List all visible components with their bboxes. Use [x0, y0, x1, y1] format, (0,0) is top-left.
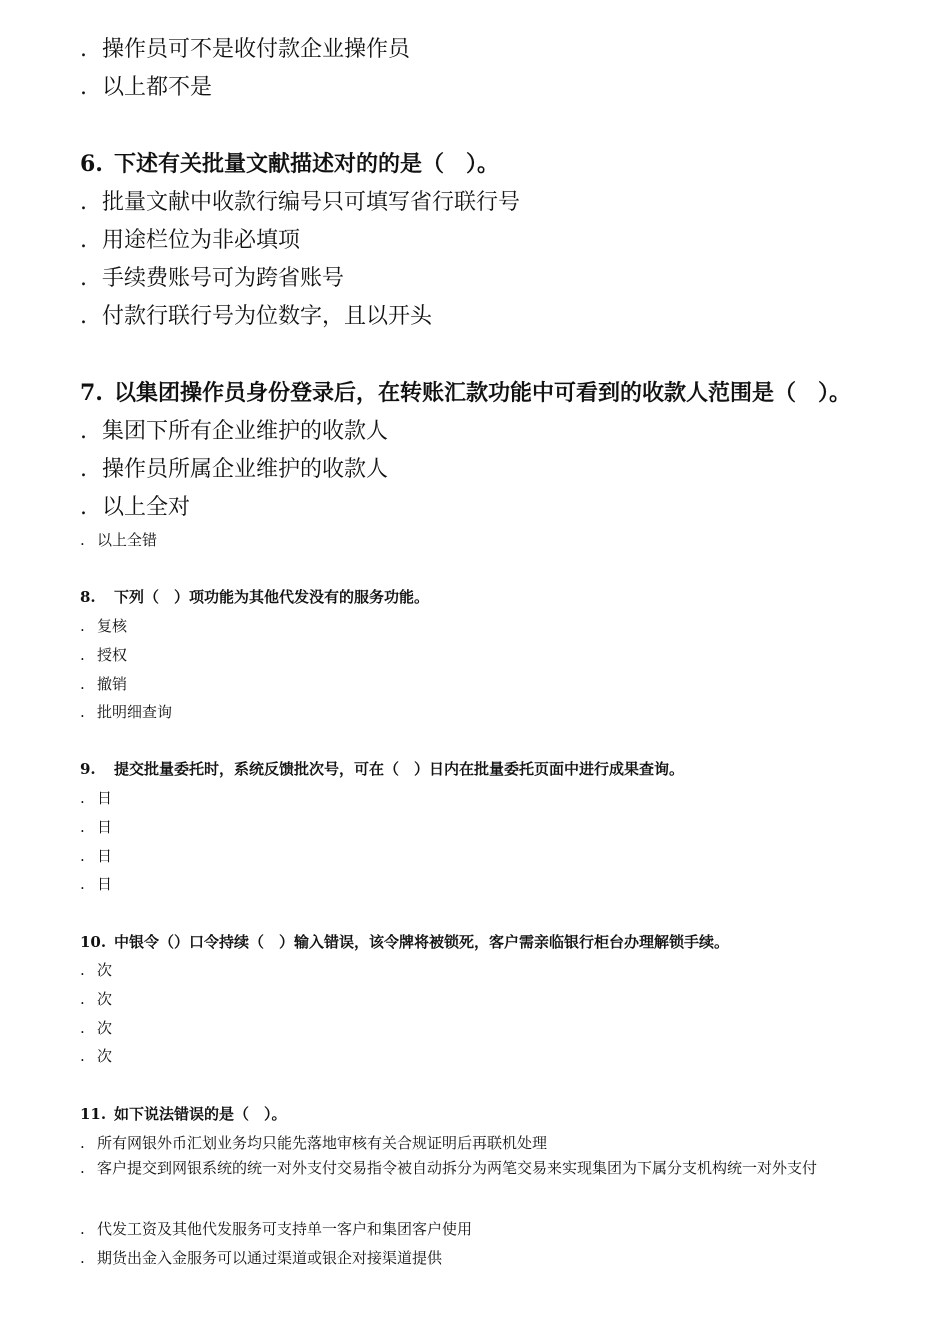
- option-text: 批量文献中收款行编号只可填写省行联行号: [102, 190, 521, 215]
- option-text: 次: [97, 961, 113, 979]
- option-line: [80, 452, 388, 483]
- bullet: .: [80, 789, 85, 807]
- option-text: 代发工资及其他代发服务可支持单一客户和集团客户使用: [97, 1220, 473, 1238]
- question-text: 提交批量委托时，系统反馈批次号，可在（ ）日内在批量委托页面中进行成果查询。: [114, 760, 685, 778]
- option-line: [80, 261, 344, 292]
- option-text: 日: [97, 789, 113, 807]
- option-text: 操作员所属企业维护的收款人: [102, 457, 389, 482]
- question-number: 9.: [80, 760, 96, 778]
- bullet: .: [80, 703, 85, 721]
- bullet: .: [80, 990, 85, 1008]
- option-line: [80, 223, 300, 254]
- option-line: [80, 816, 112, 837]
- question-11: [80, 1103, 287, 1124]
- option-text: 复核: [97, 617, 128, 635]
- bullet: .: [80, 266, 87, 291]
- bullet: .: [80, 1159, 85, 1177]
- option-text: 操作员可不是收付款企业操作员: [102, 37, 411, 62]
- question-6: [80, 147, 499, 178]
- option-line: [80, 414, 388, 445]
- option-line: [80, 959, 112, 980]
- option-text: 付款行联行号为位数字，且以开头: [102, 304, 433, 329]
- option-line: [80, 701, 172, 722]
- option-line: [80, 529, 157, 550]
- option-line: [80, 873, 112, 894]
- option-line: [80, 845, 112, 866]
- option-text: 授权: [97, 646, 128, 664]
- option-line: [80, 1017, 112, 1038]
- question-text: 下列（ ）项功能为其他代发没有的服务功能。: [114, 588, 430, 606]
- question-text: 中银令（）口令持续（ ）输入错误，该令牌将被锁死，客户需亲临银行柜台办理解锁手续。: [114, 933, 730, 951]
- question-text: 以集团操作员身份登录后，在转账汇款功能中可看到的收款人范围是（ ）。: [114, 380, 852, 406]
- question-10: [80, 931, 729, 952]
- bullet: .: [80, 1134, 85, 1152]
- bullet: .: [80, 847, 85, 865]
- question-text: 下述有关批量文献描述对的的是（ ）。: [114, 151, 500, 177]
- option-line: [80, 644, 127, 665]
- question-8: [80, 586, 429, 607]
- option-line: [80, 70, 212, 101]
- option-line: [80, 1247, 442, 1268]
- option-line: [80, 1045, 112, 1066]
- bullet: .: [80, 818, 85, 836]
- bullet: .: [80, 531, 85, 549]
- question-text: 如下说法错误的是（ ）。: [114, 1105, 287, 1123]
- bullet: .: [80, 419, 87, 444]
- option-line: [80, 490, 190, 521]
- option-line: [80, 988, 112, 1009]
- question-7: [80, 376, 851, 407]
- option-text: 次: [97, 1019, 113, 1037]
- option-text: 批明细查询: [97, 703, 173, 721]
- bullet: .: [80, 457, 87, 482]
- bullet: .: [80, 617, 85, 635]
- bullet: .: [80, 304, 87, 329]
- option-text: 集团下所有企业维护的收款人: [102, 419, 389, 444]
- option-text: 用途栏位为非必填项: [102, 228, 301, 253]
- bullet: .: [80, 190, 87, 215]
- option-line: [80, 673, 127, 694]
- option-line: [80, 32, 410, 63]
- bullet: .: [80, 495, 87, 520]
- bullet: .: [80, 1019, 85, 1037]
- option-text: 日: [97, 818, 113, 836]
- option-text: 手续费账号可为跨省账号: [102, 266, 345, 291]
- option-text: 日: [97, 847, 113, 865]
- option-line: [80, 787, 112, 808]
- question-number: 10.: [80, 933, 107, 951]
- option-text: 客户提交到网银系统的统一对外支付交易指令被自动拆分为两笔交易来实现集团为下属分支机构统一对外支付: [97, 1159, 818, 1177]
- bullet: .: [80, 675, 85, 693]
- option-line: [80, 615, 127, 636]
- option-line: [80, 299, 432, 330]
- option-text: 期货出金入金服务可以通过渠道或银企对接渠道提供: [97, 1249, 443, 1267]
- bullet: .: [80, 1047, 85, 1065]
- option-line: [80, 185, 520, 216]
- option-text: 以上全错: [97, 531, 158, 549]
- option-line: [80, 1132, 547, 1153]
- bullet: .: [80, 1249, 85, 1267]
- option-text: 所有网银外币汇划业务均只能先落地审核有关合规证明后再联机处理: [97, 1134, 548, 1152]
- option-text: 以上全对: [102, 495, 191, 520]
- option-line: [80, 1218, 472, 1239]
- option-line: [80, 1154, 870, 1183]
- bullet: .: [80, 228, 87, 253]
- question-number: 6.: [80, 151, 103, 177]
- question-number: 7.: [80, 380, 103, 406]
- bullet: .: [80, 1220, 85, 1238]
- bullet: .: [80, 961, 85, 979]
- option-text: 日: [97, 875, 113, 893]
- option-text: 次: [97, 990, 113, 1008]
- bullet: .: [80, 37, 87, 62]
- question-number: 11.: [80, 1105, 107, 1123]
- option-text: 次: [97, 1047, 113, 1065]
- question-number: 8.: [80, 588, 96, 606]
- option-text: 以上都不是: [102, 75, 213, 100]
- bullet: .: [80, 75, 87, 100]
- bullet: .: [80, 646, 85, 664]
- question-9: [80, 758, 684, 779]
- option-text: 撤销: [97, 675, 128, 693]
- bullet: .: [80, 875, 85, 893]
